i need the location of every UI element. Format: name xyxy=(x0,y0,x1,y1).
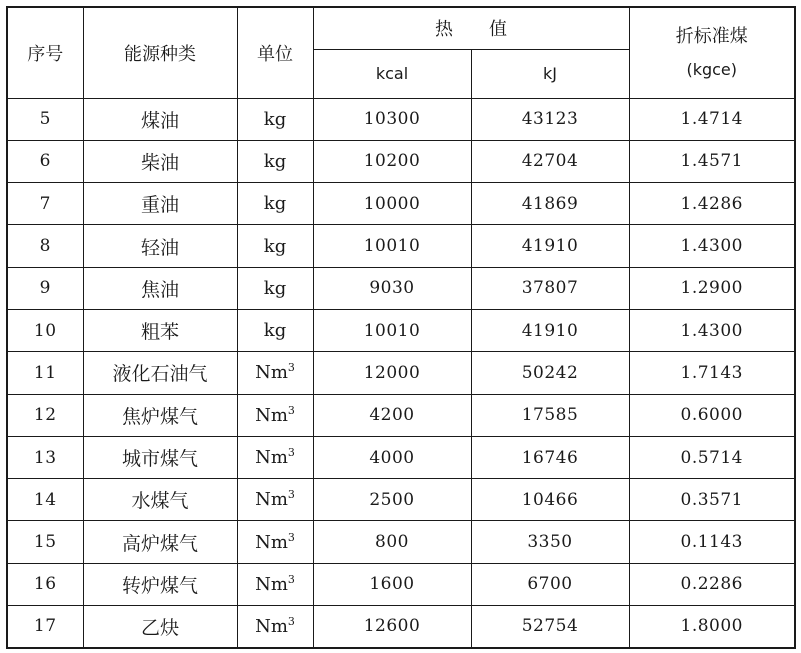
table-row xyxy=(7,267,795,309)
cell-kcal: 1600 xyxy=(313,563,471,605)
cell-kcal: 4000 xyxy=(313,436,471,478)
cell-energy-name: 柴油 xyxy=(83,140,237,182)
unit-text: kg xyxy=(263,150,287,172)
cell-energy-name: 煤油 xyxy=(83,98,237,140)
cell-unit xyxy=(237,394,313,436)
cell-kj: 3350 xyxy=(471,521,629,563)
cell-unit xyxy=(237,98,313,140)
cell-energy-name: 城市煤气 xyxy=(83,436,237,478)
cell-unit xyxy=(237,479,313,521)
cell-kj: 6700 xyxy=(471,563,629,605)
cell-kj: 41910 xyxy=(471,225,629,267)
table-row xyxy=(7,309,795,351)
cell-unit xyxy=(237,563,313,605)
cell-kj: 52754 xyxy=(471,606,629,648)
table-row xyxy=(7,436,795,478)
cell-kgce: 0.3571 xyxy=(629,479,795,521)
cell-energy-name: 焦油 xyxy=(83,267,237,309)
cell-kgce: 1.4300 xyxy=(629,309,795,351)
header-coal-equivalent xyxy=(629,7,795,98)
cell-kgce: 0.2286 xyxy=(629,563,795,605)
unit-text: kg xyxy=(263,320,287,342)
cell-index: 5 xyxy=(7,98,83,140)
cell-unit xyxy=(237,606,313,648)
unit-text: kg xyxy=(263,193,287,215)
unit-superscript: 3 xyxy=(287,403,295,417)
header-unit: 单位 xyxy=(237,7,313,98)
cell-index: 13 xyxy=(7,436,83,478)
cell-energy-name: 水煤气 xyxy=(83,479,237,521)
cell-kcal: 10000 xyxy=(313,183,471,225)
header-energy-type: 能源种类 xyxy=(83,7,237,98)
cell-kcal: 4200 xyxy=(313,394,471,436)
cell-kgce: 1.7143 xyxy=(629,352,795,394)
cell-kj: 17585 xyxy=(471,394,629,436)
cell-kcal: 10010 xyxy=(313,225,471,267)
unit-superscript: 3 xyxy=(287,446,295,460)
cell-energy-name: 转炉煤气 xyxy=(83,563,237,605)
cell-energy-name: 粗苯 xyxy=(83,309,237,351)
header-index: 序号 xyxy=(7,7,83,98)
table-row xyxy=(7,140,795,182)
energy-conversion-table xyxy=(6,6,796,649)
cell-kcal: 10010 xyxy=(313,309,471,351)
cell-unit xyxy=(237,521,313,563)
table-row xyxy=(7,225,795,267)
table-row xyxy=(7,521,795,563)
cell-kgce: 1.2900 xyxy=(629,267,795,309)
table-row xyxy=(7,479,795,521)
table-row xyxy=(7,563,795,605)
unit-text: Nm xyxy=(255,362,288,384)
cell-index: 8 xyxy=(7,225,83,267)
cell-energy-name: 焦炉煤气 xyxy=(83,394,237,436)
unit-superscript: 3 xyxy=(287,614,295,628)
cell-index: 7 xyxy=(7,183,83,225)
table-row xyxy=(7,183,795,225)
cell-index: 11 xyxy=(7,352,83,394)
cell-index: 15 xyxy=(7,521,83,563)
cell-kgce: 0.6000 xyxy=(629,394,795,436)
unit-text: Nm xyxy=(255,447,288,469)
cell-kcal: 800 xyxy=(313,521,471,563)
cell-kgce: 1.4286 xyxy=(629,183,795,225)
cell-unit xyxy=(237,352,313,394)
cell-kgce: 0.5714 xyxy=(629,436,795,478)
cell-kj: 42704 xyxy=(471,140,629,182)
cell-index: 14 xyxy=(7,479,83,521)
cell-kj: 43123 xyxy=(471,98,629,140)
cell-kcal: 9030 xyxy=(313,267,471,309)
cell-energy-name: 重油 xyxy=(83,183,237,225)
header-kj: kJ xyxy=(471,49,629,98)
cell-unit xyxy=(237,309,313,351)
header-kcal: kcal xyxy=(313,49,471,98)
cell-unit xyxy=(237,183,313,225)
cell-kgce: 0.1143 xyxy=(629,521,795,563)
cell-kcal: 12000 xyxy=(313,352,471,394)
cell-energy-name: 乙炔 xyxy=(83,606,237,648)
unit-text: Nm xyxy=(255,404,288,426)
unit-superscript: 3 xyxy=(287,530,295,544)
unit-text: kg xyxy=(263,277,287,299)
cell-kcal: 10200 xyxy=(313,140,471,182)
cell-index: 6 xyxy=(7,140,83,182)
cell-kgce: 1.4571 xyxy=(629,140,795,182)
cell-kj: 41910 xyxy=(471,309,629,351)
table-row xyxy=(7,606,795,648)
unit-superscript: 3 xyxy=(287,488,295,502)
cell-kj: 41869 xyxy=(471,183,629,225)
unit-text: Nm xyxy=(255,489,288,511)
unit-text: Nm xyxy=(255,615,288,637)
cell-kgce: 1.8000 xyxy=(629,606,795,648)
header-coal-equivalent-line1: 折标准煤 xyxy=(675,26,748,48)
cell-index: 16 xyxy=(7,563,83,605)
header-heat-value: 热 值 xyxy=(313,7,629,49)
unit-superscript: 3 xyxy=(287,572,295,586)
cell-kj: 10466 xyxy=(471,479,629,521)
cell-index: 10 xyxy=(7,309,83,351)
cell-energy-name: 轻油 xyxy=(83,225,237,267)
unit-text: Nm xyxy=(255,531,288,553)
cell-kj: 16746 xyxy=(471,436,629,478)
cell-index: 9 xyxy=(7,267,83,309)
cell-kj: 50242 xyxy=(471,352,629,394)
cell-kj: 37807 xyxy=(471,267,629,309)
header-row-top xyxy=(7,7,795,49)
cell-kgce: 1.4300 xyxy=(629,225,795,267)
cell-kgce: 1.4714 xyxy=(629,98,795,140)
cell-unit xyxy=(237,436,313,478)
cell-energy-name: 液化石油气 xyxy=(83,352,237,394)
table-row xyxy=(7,98,795,140)
cell-kcal: 10300 xyxy=(313,98,471,140)
table-body xyxy=(7,98,795,648)
table-row xyxy=(7,352,795,394)
unit-text: kg xyxy=(263,235,287,257)
unit-superscript: 3 xyxy=(287,361,295,375)
unit-text: kg xyxy=(263,108,287,130)
cell-kcal: 2500 xyxy=(313,479,471,521)
table-row xyxy=(7,394,795,436)
cell-index: 12 xyxy=(7,394,83,436)
header-coal-equivalent-line2: (kgce) xyxy=(686,59,738,79)
cell-unit xyxy=(237,225,313,267)
cell-unit xyxy=(237,140,313,182)
cell-index: 17 xyxy=(7,606,83,648)
cell-energy-name: 高炉煤气 xyxy=(83,521,237,563)
cell-kcal: 12600 xyxy=(313,606,471,648)
unit-text: Nm xyxy=(255,573,288,595)
cell-unit xyxy=(237,267,313,309)
